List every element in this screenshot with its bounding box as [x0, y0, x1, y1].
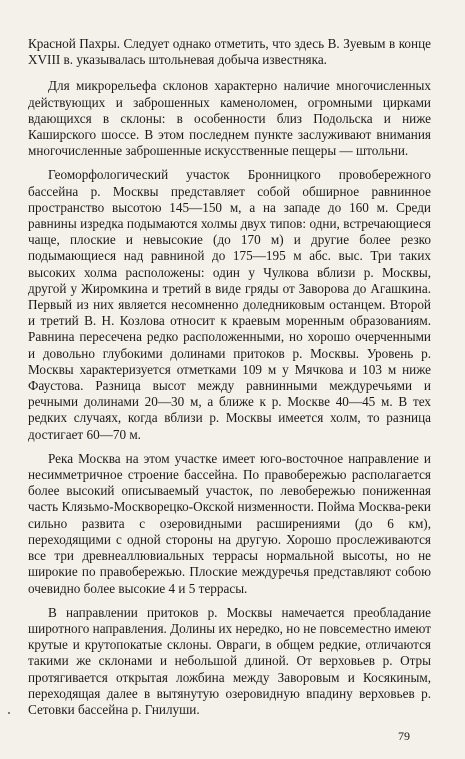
paragraph-5: В направлении притоков р. Москвы намечается преобладание широтного направления. Долины их нередко, но не повсеместно имеют крутые и крутопокатые склоны. Овраги, в общем редкие, отличаются такими же склонами и небольшой длиной. От верховьев р. Отры протягивается открытая ложбина между Заворовым и Косякиным, переходящая далее в вытянутую озеровидную впадину верховьев р. Сетовки бассейна р. Гнилуши.: [28, 604, 431, 717]
page-number: 79: [398, 729, 410, 743]
body-text: [28, 36, 431, 726]
paragraph-1: Красной Пахры. Следует однако отметить, что здесь В. Зуевым в конце XVIII в. указывалась штольневая добыча известняка.: [28, 36, 431, 68]
print-speck: [8, 712, 10, 714]
paragraph-2: Для микрорельефа склонов характерно наличие многочисленных действующих и заброшенных каменоломен, огромными цирками вдающихся в склоны: в особенности близ Подольска и ниже Каширского шоссе. В этом последнем пункте заслуживают внимания многочисленные заброшенные искусственные пещеры — штольни.: [28, 78, 431, 159]
paragraph-3: Геоморфологический участок Бронницкого провобережного бассейна р. Москвы представляет собой обширное равнинное пространство высотою 145—150 м, а на западе до 160 м. Среди равнины изредка подымаются холмы двух типов: одни, встречающиеся чаще, плоские и невысокие (до 170 м) и другие более резко подымающиеся над равниной до 175—195 м абс. выс. Три таких высоких холма расположены: один у Чулкова вблизи р. Москвы, другой у Жиромкина и третий в виде гряды от Заворова до Агашкина. Первый из них является несомненно доледниковым останцем. Второй и третий В. Н. Козлова относит к краевым моренным образованиям. Равнина пересечена редко расположенными, но хорошо очерченными и довольно глубокими долинами притоков р. Москвы. Уровень р. Москвы характеризуется отметками 109 м у Мячкова и 103 м ниже Фаустова. Разница высот между равнинными междуречьями и речными долинами 20—30 м, а ближе к р. Москве 40—45 м. В тех редких случаях, когда вблизи р. Москвы имеется холм, то разница достигает 60—70 м.: [28, 167, 431, 442]
paragraph-4: Река Москва на этом участке имеет юго-восточное направление и несимметричное строение бассейна. По правобережью располагается более высокий описываемый участок, по левобережью пониженная часть Клязьмо-Москворецко-Окской низменности. Пойма Москва-реки сильно развита с озеровидными расширениями (до 6 км), переходящими с одной стороны на другую. Хорошо прослеживаются все три древнеаллювиальных террасы нормальной высоты, но не широкие по правобережью. Плоские междуречья представляют собою очевидно более высокие 4 и 5 террасы.: [28, 450, 431, 596]
